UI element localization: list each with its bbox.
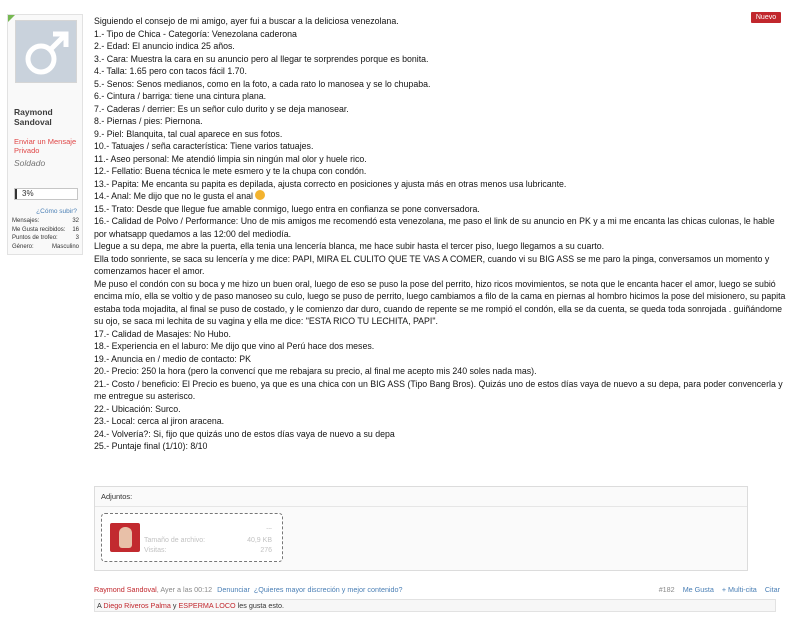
message-line: 13.- Papita: Me encanta su papita es depilada, ajusta correcto en posiciones y ajusta más en otras menos usa lubricante. bbox=[94, 178, 567, 189]
quote-button[interactable]: Citar bbox=[764, 585, 780, 594]
how-to-level-up-link[interactable]: ¿Cómo subir? bbox=[36, 208, 77, 215]
post-number[interactable]: #182 bbox=[658, 585, 675, 594]
message-line: 7.- Caderas / derrier: Es un señor culo durito y se deja manosear. bbox=[94, 103, 349, 114]
message-line: 10.- Tatuajes / seña característica: Tiene varios tatuajes. bbox=[94, 141, 314, 151]
message-line: Me puso el condón con su boca y me hizo un buen oral, luego de eso se puso la pose del perrito, hizo ricos movimientos, se nota que le encanta hacer el amor, luego se subió encima mío, ella se voltio y de paso manoseo su culo, luego se puso de perrito, luego cambiamos a filo de la cama en piernas al hombro hicimos la pose del misionero, su papita estaba toda mojadita, al final se puso de costado, y le comienzo dar duro, cuando de repente se me rompió el condón, ella se da cuenta, se queda toda sonrojada . guiñándome su ojo, se saca mi lechita de su vagina y ella me dice: "ESTA RICO TU LECHITA, PAPI". bbox=[94, 278, 788, 326]
level-progress-bar bbox=[14, 188, 78, 200]
divider bbox=[95, 506, 747, 507]
stat-row bbox=[12, 226, 79, 235]
user-stats bbox=[12, 217, 79, 251]
stat-value: 3 bbox=[75, 235, 79, 241]
new-badge: Nuevo bbox=[751, 12, 781, 23]
attachments-header: Adjuntos: bbox=[101, 492, 133, 501]
stat-value: 16 bbox=[72, 226, 79, 233]
embarrassed-smiley-icon bbox=[255, 190, 265, 200]
post-date[interactable]: , Ayer a las 00:12 bbox=[156, 585, 213, 594]
file-size-value: 40,9 KB bbox=[247, 537, 272, 544]
male-symbol-icon bbox=[16, 21, 78, 84]
message-line: 15.- Trato: Desde que llegue fue amable conmigo, luego entra en confianza se pone conversadora. bbox=[94, 203, 480, 214]
message-line: 2.- Edad: El anuncio indica 25 años. bbox=[94, 41, 235, 51]
likes-summary bbox=[94, 599, 776, 612]
views-label: Visitas: bbox=[144, 547, 167, 554]
stat-value: 32 bbox=[72, 218, 79, 224]
message-line-text: 14.- Anal: Me dijo que no le gusta el anal bbox=[94, 191, 253, 201]
message-line bbox=[94, 190, 789, 203]
liker-link[interactable]: ESPERMA LOCO bbox=[178, 601, 236, 610]
message-line: 5.- Senos: Senos medianos, como en la foto, a cada rato lo manosea y se lo chupaba. bbox=[94, 78, 431, 89]
message-line: 12.- Fellatio: Buena técnica le mete esmero y te la chupa con condón. bbox=[94, 166, 367, 176]
stat-row bbox=[12, 217, 79, 226]
views-value: 276 bbox=[260, 547, 272, 554]
message-line: 17.- Calidad de Masajes: No Hubo. bbox=[94, 328, 231, 339]
send-private-message-link[interactable]: Enviar un Mensaje Privado bbox=[14, 137, 77, 155]
message-line: 22.- Ubicación: Surco. bbox=[94, 403, 181, 414]
level-progress-fill bbox=[15, 189, 17, 199]
level-progress-label: 3% bbox=[22, 189, 34, 198]
message-line: 21.- Costo / beneficio: El Precio es bueno, ya que es una chica con un BIG ASS (Tipo Bang Bros). Quizás uno de estos días vaya de nuevo a su depa, para poder convencerla y me entregue su asterisco. bbox=[94, 378, 786, 401]
file-size-label: Tamaño de archivo: bbox=[144, 537, 206, 544]
message-meta bbox=[94, 585, 403, 594]
attachment-name[interactable]: ... bbox=[266, 524, 272, 531]
author-link[interactable]: Raymond Sandoval bbox=[94, 585, 157, 594]
message-line: 20.- Precio: 250 la hora (pero la convencí que me rebajara su precio, al final me acepto mis 240 soles nada mas). bbox=[94, 366, 537, 376]
multiquote-button[interactable]: + Multi-cita bbox=[721, 585, 757, 594]
new-post-corner-marker bbox=[8, 15, 15, 22]
thumbnail-image bbox=[119, 527, 132, 548]
user-title: Soldado bbox=[14, 158, 46, 168]
message-line: 6.- Cintura / barriga: tiene una cintura plana. bbox=[94, 91, 267, 101]
stat-label: Género: bbox=[12, 243, 34, 250]
stat-label: Mensajes: bbox=[12, 218, 40, 224]
message-line: 25.- Puntaje final (1/10): 8/10 bbox=[94, 441, 208, 451]
message-line: 24.- Volvería?: Si, fijo que quizás uno de estos días vaya de nuevo a su depa bbox=[94, 428, 395, 439]
stat-value: Masculino bbox=[51, 243, 79, 250]
message-line: 23.- Local: cerca al jiron aracena. bbox=[94, 416, 225, 426]
likes-suffix: les gusta esto. bbox=[237, 601, 284, 610]
message-line: 11.- Aseo personal: Me atendió limpia sin ningún mal olor y huele rico. bbox=[94, 153, 367, 164]
attachment-views-row bbox=[144, 547, 272, 554]
message-line: 9.- Piel: Blanquita, tal cual aparece en sus fotos. bbox=[94, 128, 283, 139]
message-line: Llegue a su depa, me abre la puerta, ella tenia una lencería blanca, me hace subir hasta el tercer piso, luego llegamos a su cuarto. bbox=[94, 241, 605, 251]
avatar[interactable] bbox=[15, 20, 77, 83]
likes-conjunction: y bbox=[172, 601, 177, 610]
message-line: 8.- Piernas / pies: Piernona. bbox=[94, 116, 203, 126]
attachments-panel bbox=[94, 486, 748, 571]
message-line: 3.- Cara: Muestra la cara en su anuncio pero al llegar te sorprendes porque es bonita. bbox=[94, 53, 429, 64]
stat-label: Puntos de trofeo: bbox=[12, 235, 58, 241]
attachment-file[interactable] bbox=[101, 513, 283, 562]
message-line: 4.- Talla: 1.65 pero con tacos fácil 1.70. bbox=[94, 66, 247, 76]
message-body bbox=[94, 15, 789, 453]
stat-row bbox=[12, 243, 79, 252]
message-line: 18.- Experiencia en el laburo: Me dijo que vino al Perú hace dos meses. bbox=[94, 341, 375, 351]
user-info-panel bbox=[7, 14, 83, 255]
report-link[interactable]: Denunciar bbox=[217, 585, 250, 594]
attachment-size-row bbox=[144, 537, 272, 544]
promo-link[interactable]: ¿Quieres mayor discreción y mejor contenido? bbox=[253, 585, 403, 594]
attachment-thumbnail[interactable] bbox=[110, 523, 140, 552]
message-line: Ella todo sonriente, se saca su lencería y me dice: PAPI, MIRA EL CULITO QUE TE VAS A COMER, cuando vi su BIG ASS se me paro la pinga, conversamos un momento y comenzamos hacer el amor. bbox=[94, 253, 772, 276]
like-button[interactable]: Me Gusta bbox=[682, 585, 714, 594]
stat-row bbox=[12, 234, 79, 243]
message-line: 16.- Calidad de Polvo / Performance: Uno de mis amigos me recomendó esta venezolana, me paso el link de su anuncio en PK y a mi me encanta las chicas culonas, le hable por whatsapp quedamos a las 12:00 del mediodía. bbox=[94, 216, 778, 239]
stat-label: Me Gusta recibidos: bbox=[12, 226, 66, 233]
likes-prefix: A bbox=[97, 601, 102, 610]
liker-link[interactable]: Diego Riveros Palma bbox=[103, 601, 171, 610]
message-actions bbox=[653, 585, 780, 594]
username[interactable]: Raymond Sandoval bbox=[14, 107, 53, 127]
message-line: 19.- Anuncia en / medio de contacto: PK bbox=[94, 353, 251, 364]
message-line: 1.- Tipo de Chica - Categoría: Venezolana caderona bbox=[94, 28, 297, 39]
message-line: Siguiendo el consejo de mi amigo, ayer fui a buscar a la deliciosa venezolana. bbox=[94, 16, 399, 26]
